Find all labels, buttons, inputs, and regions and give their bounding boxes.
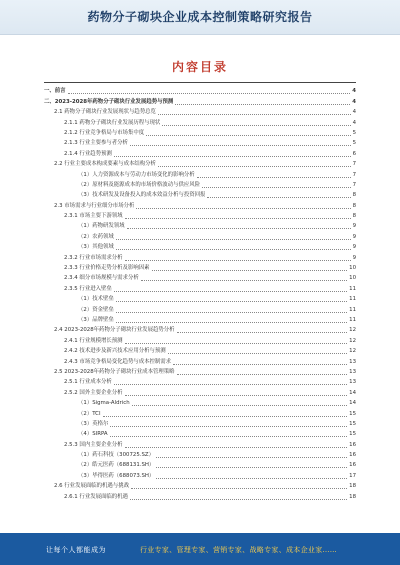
toc-leader-dots — [177, 331, 348, 333]
toc-entry[interactable] — [44, 86, 356, 96]
toc-page-number: 16 — [349, 462, 356, 469]
toc-page-number: 13 — [349, 368, 356, 375]
toc-page-number: 17 — [349, 472, 356, 479]
toc-page-number: 9 — [352, 254, 356, 261]
toc-leader-dots — [116, 248, 351, 250]
toc-leader-dots — [131, 487, 347, 489]
toc-leader-dots — [158, 113, 351, 115]
toc-entry-title: 2.3.4 细分市场规模与需求分析 — [64, 275, 139, 282]
toc-leader-dots — [156, 456, 347, 458]
toc-leader-dots — [110, 435, 348, 437]
toc-entry-title: （2）资金壁垒 — [78, 306, 114, 313]
toc-leader-dots — [116, 311, 347, 313]
toc-entry-title: （2）皓元医药（688131.SH） — [78, 462, 155, 469]
toc-leader-dots — [130, 498, 347, 500]
toc-entry-title: 2.4.2 技术进步及新兴技术应用分析与预测 — [64, 348, 166, 355]
toc-entry[interactable] — [44, 387, 356, 397]
toc-page-number: 12 — [349, 337, 356, 344]
toc-leader-dots — [156, 466, 347, 468]
toc-entry[interactable] — [44, 450, 356, 460]
toc-page-number: 4 — [352, 119, 356, 126]
toc-entry-title: 2.3.5 行业进入壁垒 — [64, 285, 112, 292]
toc-page-number: 5 — [352, 140, 356, 147]
toc-entry[interactable] — [44, 481, 356, 491]
toc-page-number: 18 — [349, 493, 356, 500]
toc-entry-title: 2.1.3 行业主要参与者分析 — [64, 140, 128, 147]
toc-entry-title: （3）品牌壁垒 — [78, 316, 114, 323]
toc-entry[interactable] — [44, 294, 356, 304]
toc-page-number: 5 — [352, 129, 356, 136]
toc-leader-dots — [175, 103, 350, 105]
toc-leader-dots — [202, 186, 351, 188]
toc-entry[interactable] — [44, 231, 356, 241]
toc-entry[interactable] — [44, 242, 356, 252]
toc-page-number: 10 — [349, 275, 356, 282]
toc-entry[interactable] — [44, 460, 356, 470]
toc-entry[interactable] — [44, 335, 356, 345]
toc-entry-title: （2）原材料及能源成本的市场价格波动与供应风险 — [78, 181, 201, 188]
toc-entry[interactable] — [44, 470, 356, 480]
toc-leader-dots — [125, 217, 351, 219]
toc-page-number: 15 — [349, 420, 356, 427]
toc-entry-title: 2.6.1 行业发展面临的机遇 — [64, 493, 128, 500]
toc-leader-dots — [103, 415, 348, 417]
toc-entry[interactable] — [44, 346, 356, 356]
toc-page-number: 11 — [349, 306, 356, 313]
toc-entry[interactable] — [44, 419, 356, 429]
toc-entry-title: （2）TCI — [78, 410, 101, 417]
footer-banner — [0, 533, 400, 565]
toc-entry-title: 2.5.2 国外主要企业分析 — [64, 389, 123, 396]
toc-page-number: 4 — [352, 109, 356, 116]
toc-page-number: 16 — [349, 452, 356, 459]
toc-entry[interactable] — [44, 491, 356, 501]
toc-leader-dots — [152, 269, 348, 271]
table-of-contents — [44, 86, 356, 502]
toc-leader-dots — [125, 394, 348, 396]
toc-entry-title: （1）人力资源成本与劳动力市场变化的影响分析 — [78, 171, 195, 178]
toc-leader-dots — [114, 383, 347, 385]
toc-entry[interactable] — [44, 107, 356, 117]
toc-page-number: 15 — [349, 410, 356, 417]
toc-entry-title: （3）技术研发及设备投入的成本效益分析与投资回报 — [78, 192, 206, 199]
toc-page-number: 14 — [349, 389, 356, 396]
toc-entry[interactable] — [44, 200, 356, 210]
toc-page-number: 8 — [352, 192, 356, 199]
toc-entry[interactable] — [44, 315, 356, 325]
toc-divider — [44, 82, 356, 83]
toc-page-number: 12 — [349, 348, 356, 355]
toc-page-number: 15 — [349, 431, 356, 438]
toc-page-number: 11 — [349, 316, 356, 323]
report-title: 药物分子砌块企业成本控制策略研究报告 — [87, 10, 313, 24]
toc-entry-title: 2.4.3 市场竞争格局变化趋势与成本控制需求 — [64, 358, 172, 365]
toc-entry-title: 2.4 2023-2028年药物分子砌块行业发展趋势分析 — [54, 327, 175, 334]
toc-leader-dots — [136, 207, 350, 209]
toc-entry-title: 2.1.2 行业竞争格局与市场集中度 — [64, 129, 145, 136]
toc-leader-dots — [116, 238, 351, 240]
toc-entry-title: 2.2 行业主要成本构成要素与成本结构分析 — [54, 161, 156, 168]
toc-page-number: 7 — [352, 161, 356, 168]
toc-leader-dots — [158, 165, 351, 167]
toc-entry-title: 2.4.1 行业规模增长预测 — [64, 337, 123, 344]
toc-page-number: 13 — [349, 379, 356, 386]
toc-entry-title: 2.3.1 市场主要下游领域 — [64, 213, 123, 220]
toc-leader-dots — [156, 477, 347, 479]
toc-entry[interactable] — [44, 408, 356, 418]
toc-entry-title: 2.1 药物分子砌块行业发展现状与趋势总览 — [54, 109, 156, 116]
toc-entry-title: （3）毕得医药（688073.SH） — [78, 472, 155, 479]
toc-entry-title: 2.5 2023-2028年药物分子砌块行业成本管理策略 — [54, 368, 175, 375]
toc-leader-dots — [162, 124, 350, 126]
toc-entry[interactable] — [44, 252, 356, 262]
toc-leader-dots — [132, 404, 348, 406]
toc-entry[interactable] — [44, 148, 356, 158]
toc-entry[interactable] — [44, 190, 356, 200]
toc-page-number: 9 — [352, 244, 356, 251]
toc-page-number: 13 — [349, 358, 356, 365]
toc-entry-title: （3）英格尔 — [78, 420, 109, 427]
toc-entry[interactable] — [44, 283, 356, 293]
toc-page-number: 8 — [352, 202, 356, 209]
toc-page-number: 11 — [349, 285, 356, 292]
toc-entry-title: （2）农药领域 — [78, 233, 114, 240]
report-header — [0, 0, 400, 35]
toc-entry[interactable] — [44, 211, 356, 221]
toc-leader-dots — [116, 321, 347, 323]
toc-page-number: 4 — [352, 98, 356, 105]
toc-entry[interactable] — [44, 169, 356, 179]
toc-page-number: 12 — [349, 327, 356, 334]
toc-entry[interactable] — [44, 273, 356, 283]
toc-leader-dots — [116, 300, 347, 302]
toc-leader-dots — [68, 92, 351, 94]
toc-entry-title: （4）SIRPA — [78, 431, 108, 438]
toc-entry[interactable] — [44, 325, 356, 335]
toc-entry[interactable] — [44, 221, 356, 231]
toc-entry-title: （1）药石科技（300725.SZ） — [78, 452, 154, 459]
toc-page-number: 7 — [352, 181, 356, 188]
toc-entry[interactable] — [44, 263, 356, 273]
toc-leader-dots — [207, 196, 350, 198]
toc-page-number: 11 — [349, 296, 356, 303]
toc-leader-dots — [130, 144, 351, 146]
footer-slogan: 让每个人都能成为 — [46, 546, 106, 554]
toc-leader-dots — [114, 290, 347, 292]
toc-leader-dots — [110, 425, 347, 427]
footer-tagline: 行业专家、管理专家、营销专家、战略专家、成本企业家…… — [140, 546, 338, 554]
toc-entry-title: （1）Sigma-Aldrich — [78, 400, 130, 407]
toc-entry[interactable] — [44, 128, 356, 138]
toc-entry[interactable] — [44, 180, 356, 190]
toc-leader-dots — [125, 259, 351, 261]
toc-page-number: 4 — [352, 88, 356, 95]
toc-entry-title: 2.3.2 行业市场需求分析 — [64, 254, 123, 261]
toc-leader-dots — [146, 134, 350, 136]
toc-page-number: 9 — [352, 233, 356, 240]
toc-entry-title: 二、2023-2028年药物分子砌块行业发展趋势与预测 — [44, 98, 174, 105]
toc-entry[interactable] — [44, 398, 356, 408]
toc-entry[interactable] — [44, 138, 356, 148]
toc-entry-title: 2.1.4 行业趋势预测 — [64, 150, 112, 157]
toc-entry-title: 2.5.1 行业成本分析 — [64, 379, 112, 386]
toc-leader-dots — [173, 363, 347, 365]
toc-leader-dots — [127, 227, 351, 229]
toc-entry[interactable] — [44, 367, 356, 377]
toc-page-number: 7 — [352, 171, 356, 178]
toc-leader-dots — [141, 279, 347, 281]
toc-entry-title: 2.5.3 国内主要企业分析 — [64, 441, 123, 448]
toc-leader-dots — [125, 446, 348, 448]
toc-leader-dots — [197, 176, 351, 178]
toc-page-number: 14 — [349, 400, 356, 407]
toc-entry-title: 2.1.1 药物分子砌块行业发展历程与现状 — [64, 119, 161, 126]
toc-entry[interactable] — [44, 304, 356, 314]
toc-entry[interactable] — [44, 117, 356, 127]
toc-page-number: 16 — [349, 441, 356, 448]
toc-page-number: 8 — [352, 213, 356, 220]
toc-leader-dots — [125, 342, 348, 344]
toc-leader-dots — [177, 373, 348, 375]
toc-leader-dots — [114, 155, 351, 157]
toc-entry[interactable] — [44, 356, 356, 366]
toc-leader-dots — [168, 352, 347, 354]
toc-entry[interactable] — [44, 439, 356, 449]
toc-entry-title: 一、前言 — [44, 88, 66, 95]
toc-page-number: 6 — [352, 150, 356, 157]
toc-heading: 内容目录 — [171, 60, 228, 74]
toc-entry[interactable] — [44, 96, 356, 106]
toc-entry-title: （3）其他领域 — [78, 244, 114, 251]
toc-entry[interactable] — [44, 159, 356, 169]
toc-page-number: 9 — [352, 223, 356, 230]
toc-entry[interactable] — [44, 429, 356, 439]
toc-entry-title: 2.6 行业发展面临的机遇与挑战 — [54, 483, 129, 490]
toc-entry-title: （1）技术壁垒 — [78, 296, 114, 303]
toc-page-number: 10 — [349, 265, 356, 272]
toc-page-number: 18 — [349, 483, 356, 490]
toc-entry[interactable] — [44, 377, 356, 387]
toc-entry-title: 2.3 市场需求与行业细分市场分析 — [54, 202, 135, 209]
toc-entry-title: （1）药物研发领域 — [78, 223, 125, 230]
toc-entry-title: 2.3.3 行业价格走势分析及影响因素 — [64, 265, 150, 272]
